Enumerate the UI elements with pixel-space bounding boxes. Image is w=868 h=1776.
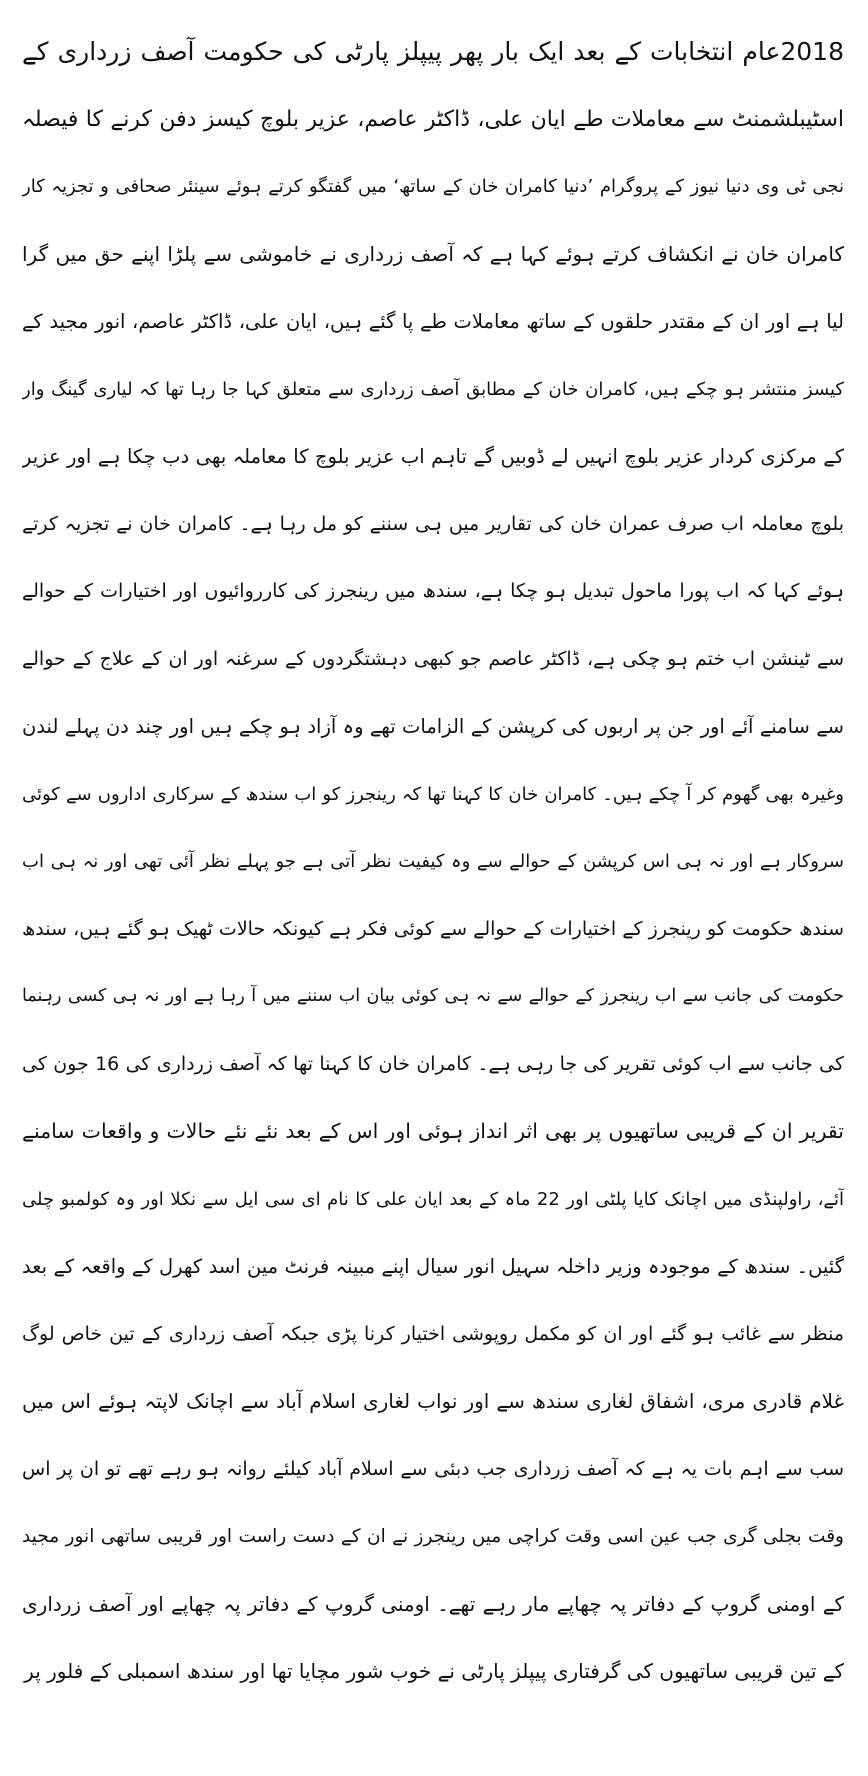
article-line: سب سے اہم بات یہ ہے کہ آصف زرداری جب دبئی سے اسلام آباد کیلئے روانہ ہو رہے تھے تو ان پر اس: [22, 1457, 844, 1480]
article-line: کے اومنی گروپ کے دفاتر پہ چھاپے مار رہے تھے۔ اومنی گروپ کے دفاتر پہ چھاپے اور آصف زرداری: [22, 1591, 844, 1616]
article-line: لیا ہے اور ان کے مقتدر حلقوں کے ساتھ معاملات طے پا گئے ہیں، ایان علی، ڈاکٹر عاصم، انور مجید کے: [22, 310, 844, 333]
article-line: 2018عام انتخابات کے بعد ایک بار پھر پیپلز پارٹی کی حکومت آصف زرداری کے: [22, 37, 844, 66]
article-line: کیسز منتشر ہو چکے ہیں، کامران خان کے مطابق آصف زرداری سے متعلق کہا جا رہا تھا کہ لیاری گینگ وار: [22, 378, 844, 400]
article-line: سروکار ہے اور نہ ہی اس کرپشن کے حوالے سے وہ کیفیت نظر آتی ہے جو پہلے نظر آئی تھی اور نہ ہی اب: [22, 851, 844, 872]
article-line: حکومت کی جانب سے اب رینجرز کے حوالے سے نہ ہی کوئی بیان اب سننے میں آ رہا ہے اور نہ ہی کسی رہنما: [22, 986, 844, 1006]
article-body: [22, 18, 844, 1706]
article-line: سے سامنے آئے اور جن پر اربوں کی کرپشن کے الزامات تھے وہ آزاد ہو چکے ہیں اور چند دن پہلے لندن: [22, 715, 844, 738]
article-line: گئیں۔ سندھ کے موجودہ وزیر داخلہ سہیل انور سیال اپنے مبینہ فرنٹ مین اسد کھرل کے واقعہ کے بعد: [22, 1255, 844, 1278]
article-line: ہوئے کہا کہ اب پورا ماحول تبدیل ہو چکا ہے، سندھ میں رینجرز کی کارروائیوں اور اختیارات کے حوالے: [22, 580, 844, 602]
article-line: نجی ٹی وی دنیا نیوز کے پروگرام ’دنیا کامران خان کے ساتھ‘ میں گفتگو کرتے ہوئے سینئر صحافی و تجزیہ کار: [22, 176, 844, 197]
article-line: غلام قادری مری، اشفاق لغاری سندھ سے اور نواب لغاری اسلام آباد سے اچانک لاپتہ ہوئے اس میں: [22, 1389, 844, 1413]
article-line: سندھ حکومت کو رینجرز کے اختیارات کے حوالے سے کوئی فکر ہے کیونکہ حالات ٹھیک ہو گئے ہیں، سندھ: [22, 917, 844, 940]
article-line: وغیرہ بھی گھوم کر آ چکے ہیں۔ کامران خان کا کہنا تھا کہ رینجرز کو اب سندھ کے سرکاری اداروں سے کوئی: [22, 783, 844, 805]
article-line: تقریر ان کے قریبی ساتھیوں پر بھی اثر انداز ہوئی اور اس کے بعد نئے نئے حالات و واقعات سامنے: [22, 1119, 844, 1143]
article-line: بلوچ معاملہ اب صرف عمران خان کی تقاریر میں ہی سننے کو مل رہا ہے۔ کامران خان نے تجزیہ کرتے: [22, 512, 844, 535]
article-line: منظر سے غائب ہو گئے اور ان کو مکمل روپوشی اختیار کرنا پڑی جبکہ آصف زرداری کے تین خاص لوگ: [22, 1322, 844, 1345]
article-line: اسٹیبلشمنٹ سے معاملات طے ایان علی، ڈاکٹر عاصم، عزیر بلوچ کیسز دفن کرنے کا فیصلہ: [22, 106, 844, 132]
article-line: سے ٹینشن اب ختم ہو چکی ہے، ڈاکٹر عاصم جو کبھی دہشتگردوں کے سرغنہ اور ان کے علاج کے حوالے: [22, 647, 844, 670]
article-line: کی جانب سے اب کوئی تقریر کی جا رہی ہے۔ کامران خان کا کہنا تھا کہ آصف زرداری کی 16 جون کی: [22, 1052, 844, 1075]
article-line: کے تین قریبی ساتھیوں کی گرفتاری پیپلز پارٹی نے خوب شور مچایا تھا اور سندھ اسمبلی کے فلور پر: [24, 1659, 844, 1683]
article-line: کامران خان نے انکشاف کرتے ہوئے کہا ہے کہ آصف زرداری نے خاموشی سے پلڑا اپنے حق میں گرا: [22, 241, 844, 266]
article-line: کے مرکزی کردار عزیر بلوچ انہیں لے ڈوبیں گے تاہم اب عزیر بلوچ کا معاملہ بھی دب چکا ہے اور عزیر: [22, 445, 844, 468]
article-line: آئے، راولپنڈی میں اچانک کایا پلٹی اور 22 ماہ کے بعد ایان علی کا نام ای سی ایل سے نکلا اور وہ کولمبو چلی: [22, 1188, 844, 1210]
article-line: وقت بجلی گری جب عین اسی وقت کراچی میں رینجرز نے ان کے دست راست اور قریبی ساتھی انور مجید: [22, 1526, 844, 1547]
